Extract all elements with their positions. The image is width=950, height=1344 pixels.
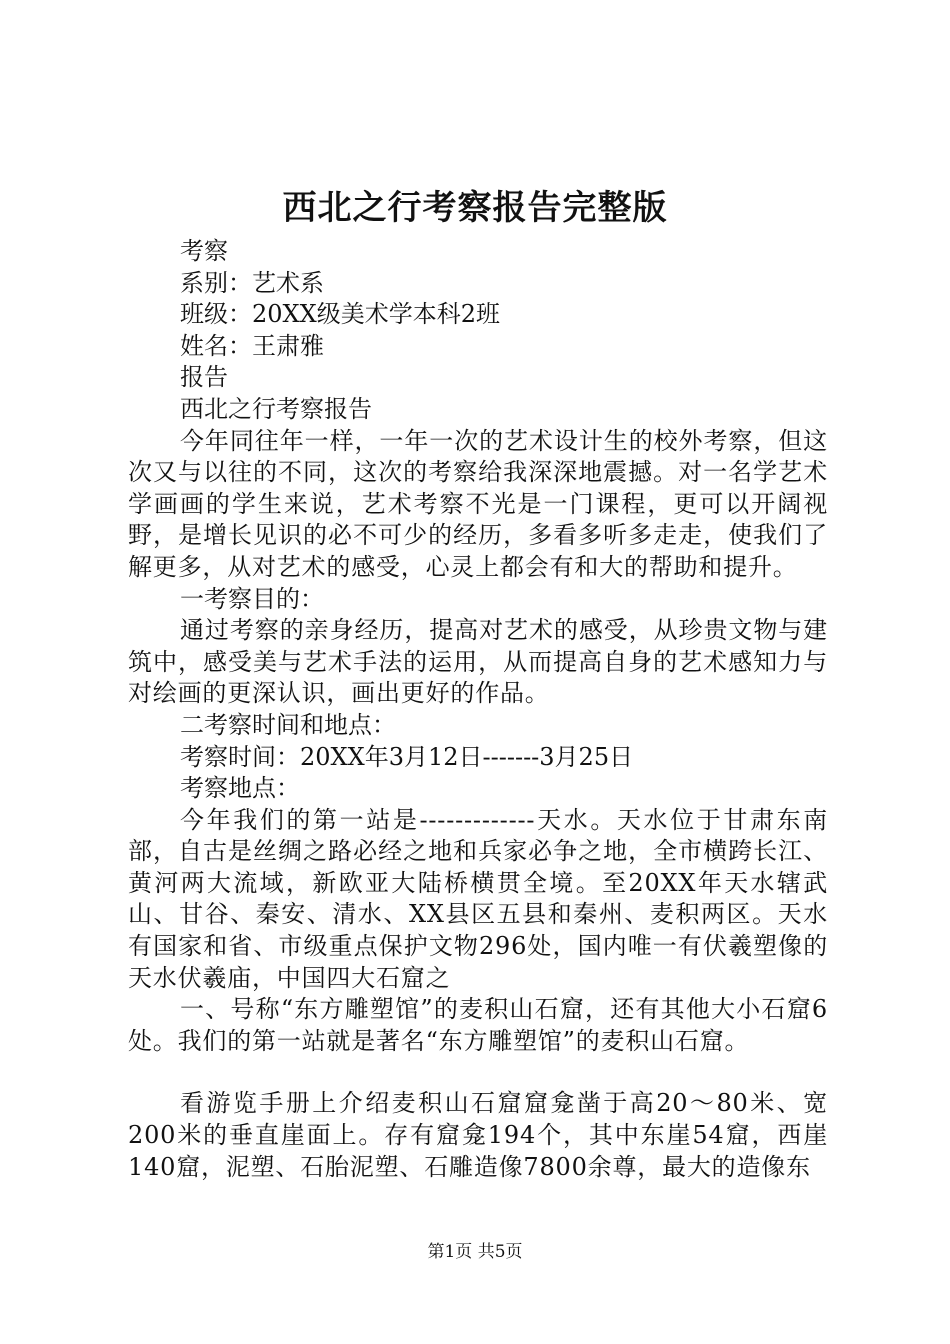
header-line: 考察 — [180, 237, 228, 265]
page-footer: 第1页 共5页 — [427, 1242, 523, 1262]
body-line: 考察时间：20XX年3月12日-------3月25日 — [180, 742, 634, 771]
header-line: 西北之行考察报告 — [180, 394, 372, 423]
body-line: 考察地点： — [180, 774, 300, 803]
section-heading: 二考察时间和地点： — [180, 710, 396, 739]
body-paragraph: 今年同往年一样，一年一次的艺术设计生的校外考察，但这次又与以往的不同，这次的考察给我深深地震撼。对一名学艺术学画画的学生来说，艺术考察不光是一门课程，更可以开阔视野，是增长见识的必不可少的经历，多看多听多走走，使我们了解更多，从对艺术的感受，心灵上都会有和大的帮助和提升。 — [128, 426, 828, 581]
body-paragraph: 一、号称“东方雕塑馆”的麦积山石窟，还有其他大小石窟6处。我们的第一站就是著名“东方雕塑馆”的麦积山石窟。 — [128, 995, 828, 1055]
body-paragraph: 今年我们的第一站是-------------天水。天水位于甘肃东南部，自古是丝绸之路必经之地和兵家必争之地，全市横跨长江、黄河两大流域，新欧亚大陆桥横贯全境。至20XX年天水辖武山、甘谷、秦安、清水、XX县区五县和秦州、麦积两区。天水有国家和省、市级重点保护文物296处，国内唯一有伏羲塑像的天水伏羲庙，中国四大石窟之 — [128, 805, 828, 992]
header-line: 班级：20XX级美术学本科2班 — [180, 300, 500, 329]
document-title: 西北之行考察报告完整版 — [282, 188, 668, 228]
header-line: 报告 — [180, 363, 228, 392]
section-heading: 一考察目的： — [180, 584, 324, 613]
body-paragraph: 看游览手册上介绍麦积山石窟窟龛凿于高20～80米、宽200米的垂直崖面上。存有窟龛194个，其中东崖54窟，西崖140窟，泥塑、石胎泥塑、石雕造像7800余尊，最大的造像东 — [128, 1089, 828, 1181]
paragraph-gap — [128, 1057, 828, 1088]
document-body — [128, 236, 828, 1183]
header-line: 系别：艺术系 — [180, 268, 324, 297]
body-paragraph: 通过考察的亲身经历，提高对艺术的感受，从珍贵文物与建筑中，感受美与艺术手法的运用，从而提高自身的艺术感知力与对绘画的更深认识，画出更好的作品。 — [128, 616, 828, 708]
header-line: 姓名：王肃雅 — [180, 331, 324, 360]
